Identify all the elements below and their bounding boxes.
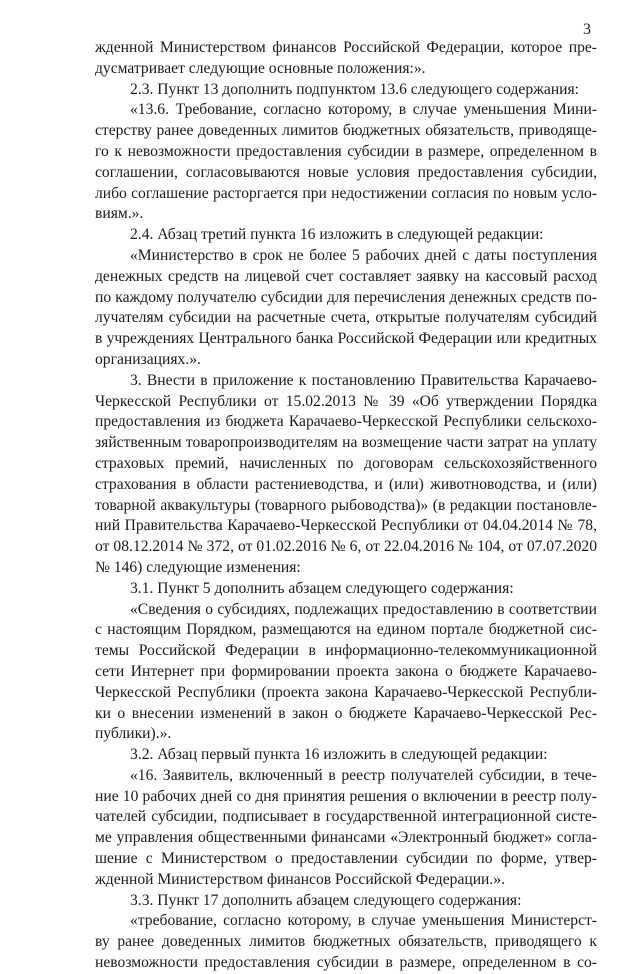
- text-line: сети Интернет при формировании проекта закона о бюджете Карачаево-: [95, 662, 597, 680]
- text-line: организациях.».: [95, 350, 201, 368]
- text-line: 3.3. Пункт 17 дополнить абзацем следующего содержания:: [130, 891, 522, 909]
- text-line: ний Правительства Карачаево-Черкесской Республики от 04.04.2014 № 78,: [95, 517, 597, 535]
- text-line: зяйственным товаропроизводителям на возмещение части затрат на уплату: [95, 434, 597, 452]
- text-line: 3. Внести в приложение к постановлению Правительства Карачаево-: [130, 371, 597, 389]
- text-line: либо соглашение расторгается при недостижении согласия по новым усло-: [95, 184, 597, 202]
- text-line: «Министерство в срок не более 5 рабочих дней с даты поступления: [130, 246, 597, 264]
- text-line: ву ранее доведенных лимитов бюджетных обязательств, приводящего к: [95, 933, 597, 951]
- text-line: товарной аквакультуры (товарного рыбоводства)» (в редакции постановле-: [95, 496, 597, 514]
- text-line: стерству ранее доведенных лимитов бюджетных обязательств, приводяще-: [95, 122, 597, 140]
- text-line: шение с Министерством о предоставлении субсидии по форме, утвер-: [95, 850, 597, 868]
- text-line: ки о внесении изменений в закон о бюджете Карачаево-Черкесской Рес-: [95, 704, 597, 722]
- text-line: лучателям субсидии на расчетные счета, открытые получателям субсидий: [95, 309, 597, 327]
- text-line: по каждому получателю субсидии для перечисления денежных средств по-: [95, 288, 597, 306]
- text-line: жденной Министерством финансов Российской Федерации.».: [95, 870, 505, 888]
- text-line: «Сведения о субсидиях, подлежащих предоставлению в соответствии: [130, 600, 597, 618]
- text-line: невозможности предоставления субсидии в размере, определенном в со-: [95, 954, 597, 972]
- text-line: дусматривает следующие основные положения:».: [95, 59, 426, 77]
- text-line: «13.6. Требование, согласно которому, в случае уменьшения Мини-: [130, 101, 597, 119]
- text-line: 3.2. Абзац первый пункта 16 изложить в следующей редакции:: [130, 746, 548, 764]
- text-line: ме управления общественными финансами «Электронный бюджет» согла-: [95, 829, 597, 847]
- text-line: «требование, согласно которому, в случае уменьшения Министерст-: [130, 912, 597, 930]
- text-line: темы Российской Федерации в информационно-телекоммуникационной: [95, 642, 597, 660]
- text-line: с настоящим Порядком, размещаются на едином портале бюджетной сис-: [95, 621, 597, 639]
- text-line: от 08.12.2014 № 372, от 01.02.2016 № 6, от 22.04.2016 № 104, от 07.07.2020: [95, 538, 597, 556]
- text-line: страхования в области растениеводства, и (или) животноводства, и (или): [95, 475, 597, 493]
- text-line: страховых премий, начисленных по договорам сельскохозяйственного: [95, 454, 597, 472]
- page-number: 3: [583, 21, 591, 38]
- text-line: го к невозможности предоставления субсидии в размере, определенном в: [95, 142, 597, 160]
- text-line: чателей субсидии, подписывает в государственной интеграционной систе-: [95, 808, 597, 826]
- text-line: № 146) следующие изменения:: [95, 558, 301, 576]
- document-body: [95, 38, 597, 974]
- text-line: Черкесской Республики от 15.02.2013 № 39 «Об утверждении Порядка: [95, 392, 597, 410]
- text-line: соглашении, согласовываются новые условия предоставления субсидии,: [95, 163, 597, 181]
- text-line: виям.».: [95, 205, 144, 223]
- text-line: 2.4. Абзац третий пункта 16 изложить в следующей редакции:: [130, 226, 544, 244]
- text-line: в учреждениях Центрального банка Российской Федерации или кредитных: [95, 330, 597, 348]
- text-line: публики).».: [95, 725, 172, 743]
- text-line: ние 10 рабочих дней со дня принятия решения о включении в реестр полу-: [95, 787, 597, 805]
- text-line: предоставления из бюджета Карачаево-Черкесской Республики сельскохо-: [95, 413, 597, 431]
- text-line: 2.3. Пункт 13 дополнить подпунктом 13.6 следующего содержания:: [130, 80, 580, 98]
- text-line: «16. Заявитель, включенный в реестр получателей субсидии, в тече-: [130, 766, 597, 784]
- text-line: жденной Министерством финансов Российской Федерации, которое пре-: [95, 39, 597, 56]
- text-line: Черкесской Республики (проекта закона Карачаево-Черкесской Республи-: [95, 683, 597, 701]
- text-line: денежных средств на лицевой счет составляет заявку на кассовый расход: [95, 267, 597, 285]
- text-line: 3.1. Пункт 5 дополнить абзацем следующего содержания:: [130, 579, 514, 597]
